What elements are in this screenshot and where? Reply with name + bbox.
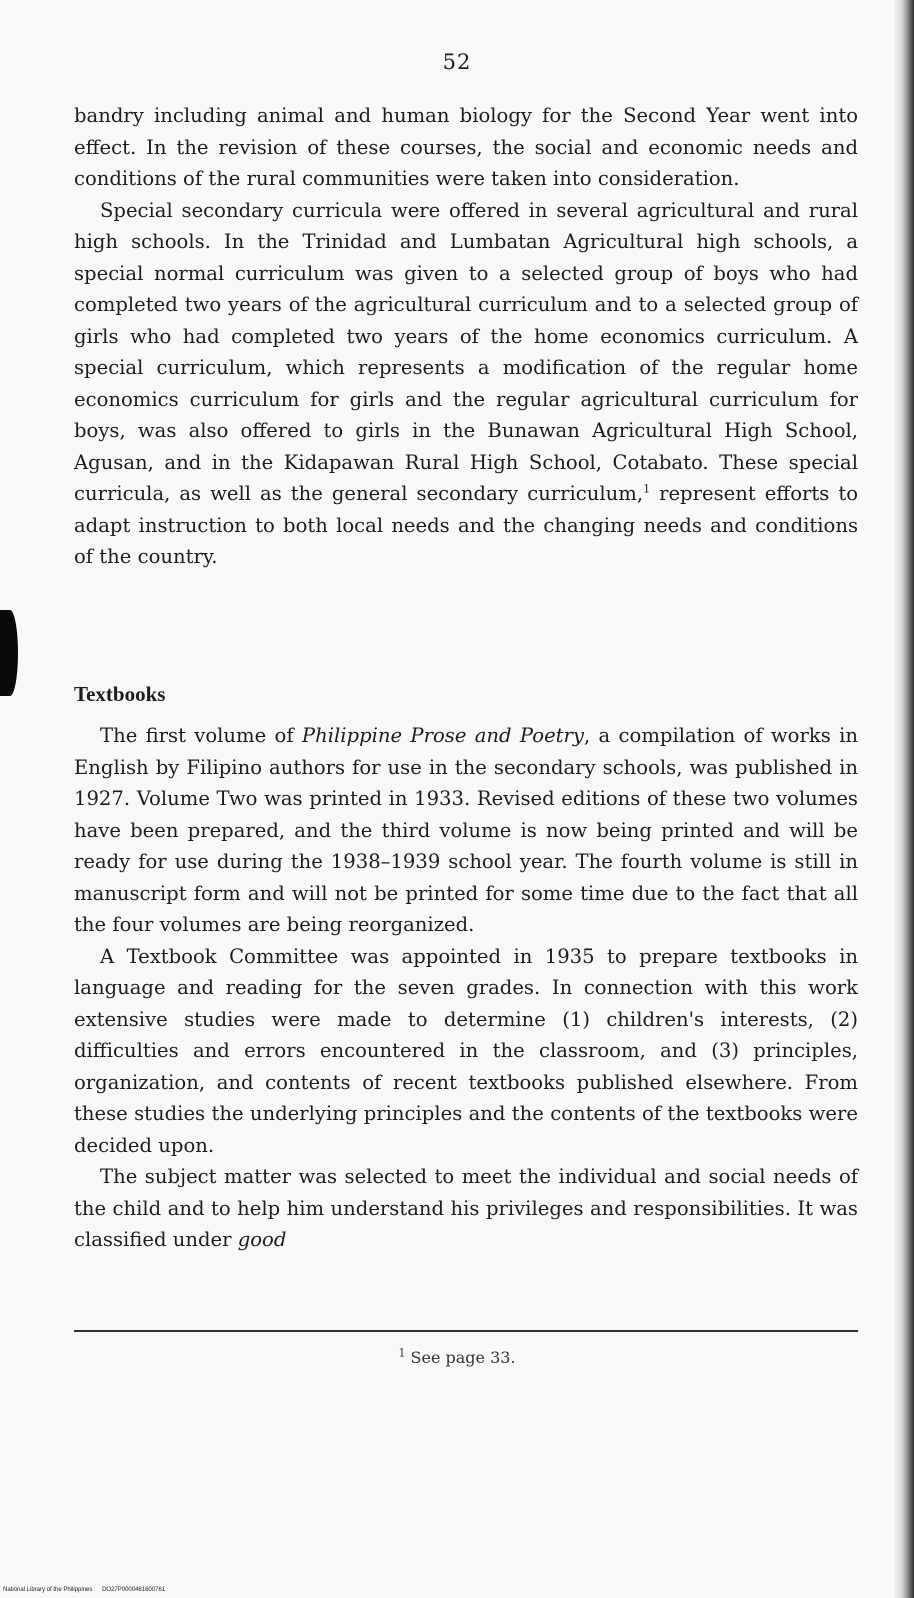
paragraph-2-text-b: represent efforts to adapt instruction to both local needs and the changing needs and conditions of the country. (74, 482, 858, 568)
paragraph-3 (74, 720, 858, 941)
footnote-text: See page 33. (410, 1348, 516, 1367)
paragraph-4: A Textbook Committee was appointed in 1935 to prepare textbooks in language and reading for the seven grades. In connection with this work extensive studies were made to determine (1) children's interests, (2) difficulties and errors encountered in the classroom, and (3) principles, organization, and contents of recent textbooks published elsewhere. From these studies the underlying principles and the contents of the textbooks were decided upon. (74, 944, 858, 1157)
body-text-lower (74, 720, 858, 1256)
footer-code: DO27P0000461600761 (102, 1587, 166, 1593)
paragraph-1: bandry including animal and human biology for the Second Year went into effect. In the revision of these courses, the social and economic needs and conditions of the rural communities were taken into consideration. (74, 104, 858, 190)
paragraph-2 (74, 195, 858, 573)
paragraph-5-italic: good (237, 1228, 287, 1251)
paragraph-5-text-a: The subject matter was selected to meet the individual and social needs of the child and to help him understand his privileges and responsibilities. It was classified under (74, 1165, 858, 1251)
book-title: Philippine Prose and Poetry (301, 724, 584, 747)
paragraph-3-text-b: , a compilation of works in English by Filipino authors for use in the secondary schools, was published in 1927. Volume Two was printed in 1933. Revised editions of these two volumes have been prepared, and the third volume is now being printed and will be ready for use during the 1938–1939 school year. The fourth volume is still in manuscript form and will not be printed for some time due to the fact that all the four volumes are being reorganized. (74, 724, 858, 936)
binding-mark (0, 610, 18, 696)
paragraph-2-text-a: Special secondary curricula were offered in several agricultural and rural high schools. In the Trinidad and Lumbatan Agricultural high schools, a special normal curriculum was given to a selected group of boys who had completed two years of the agricultural curriculum and to a selected group of girls who had completed two years of the home economics curriculum. A special curriculum, which represents a modification of the regular home economics curriculum for girls and the regular agricultural curriculum for boys, was also offered to girls in the Bunawan Agricultural High School, Agusan, and in the Kidapawan Rural High School, Cotabato. These special curricula, as well as the general secondary curriculum, (74, 198, 858, 505)
paragraph-3-text-a: The first volume of (100, 724, 302, 747)
body-text-upper (74, 100, 858, 573)
footnote-divider (74, 1330, 858, 1332)
section-heading-textbooks: Textbooks (74, 682, 166, 706)
footnote-marker: 1 (398, 1346, 406, 1360)
scan-footer (3, 1587, 173, 1593)
footnote (0, 1348, 914, 1367)
footer-library: National Library of the Philippines (3, 1587, 93, 1593)
footnote-reference: 1 (643, 482, 651, 496)
paragraph-5 (74, 1161, 858, 1256)
page-number: 52 (442, 50, 472, 74)
